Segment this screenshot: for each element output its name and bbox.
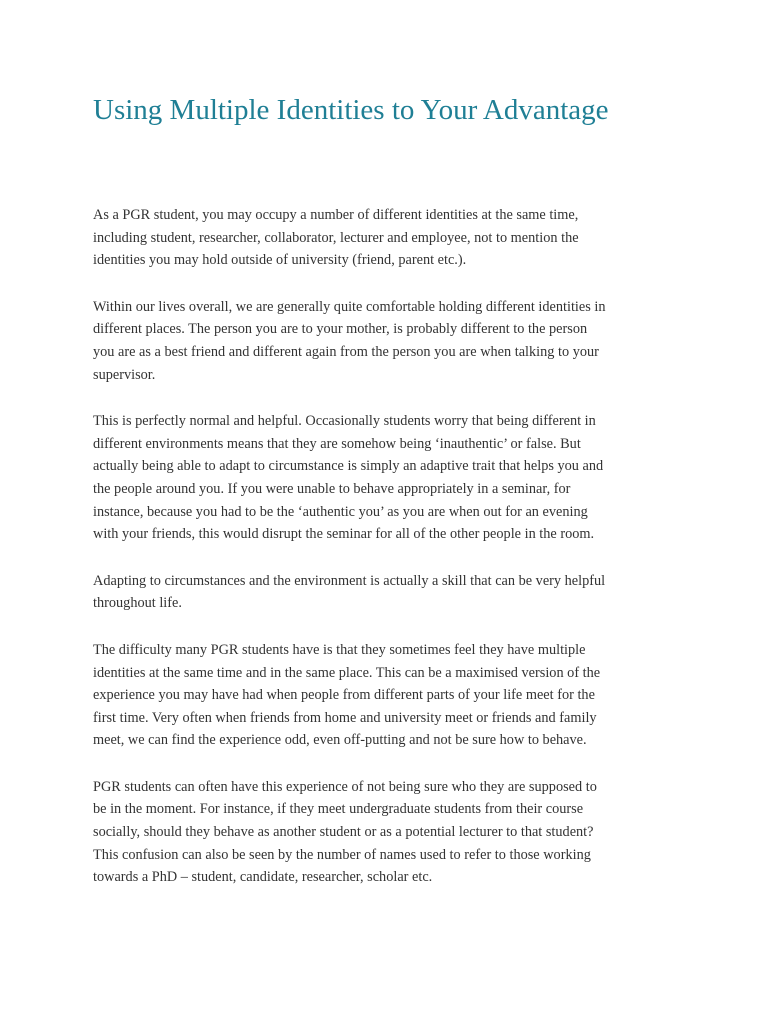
paragraph-line: identities at the same time and in the same place. This can be a maximised version of the <box>93 664 601 681</box>
paragraph-line: Adapting to circumstances and the environment is actually a skill that can be very helpful <box>93 572 606 589</box>
paragraph-line: actually being able to adapt to circumstance is simply an adaptive trait that helps you and <box>93 458 604 475</box>
paragraph-line: first time. Very often when friends from home and university meet or friends and family <box>93 709 597 726</box>
paragraph-3 <box>93 410 683 546</box>
paragraph-line: different places. The person you are to your mother, is probably different to the person <box>93 321 588 338</box>
paragraph-6 <box>93 776 683 889</box>
paragraph-line: towards a PhD – student, candidate, researcher, scholar etc. <box>93 869 433 886</box>
paragraph-line: socially, should they behave as another student or as a potential lecturer to that student? <box>93 824 594 841</box>
paragraph-line: including student, researcher, collaborator, lecturer and employee, not to mention the <box>93 229 579 246</box>
paragraph-4 <box>93 570 683 615</box>
paragraph-line: you are as a best friend and different again from the person you are when talking to your <box>93 343 599 360</box>
paragraph-line: PGR students can often have this experience of not being sure who they are supposed to <box>93 778 597 795</box>
paragraph-line: instance, because you had to be the ‘authentic you’ as you are when out for an evening <box>93 503 588 520</box>
paragraph-line: different environments means that they are somehow being ‘inauthentic’ or false. But <box>93 435 581 452</box>
paragraph-line: with your friends, this would disrupt the seminar for all of the other people in the room. <box>93 526 595 543</box>
paragraph-line: This is perfectly normal and helpful. Occasionally students worry that being different in <box>93 413 596 430</box>
paragraph-line: The difficulty many PGR students have is that they sometimes feel they have multiple <box>93 641 586 658</box>
paragraph-line: This confusion can also be seen by the number of names used to refer to those working <box>93 846 591 863</box>
document-body <box>93 204 683 913</box>
paragraph-line: experience you may have had when people from different parts of your life meet for the <box>93 687 595 704</box>
paragraph-line: As a PGR student, you may occupy a number of different identities at the same time, <box>93 207 579 223</box>
paragraph-line: throughout life. <box>93 595 182 612</box>
paragraph-2 <box>93 296 683 386</box>
paragraph-line: the people around you. If you were unable to behave appropriately in a seminar, for <box>93 480 571 497</box>
paragraph-line: meet, we can find the experience odd, even off-putting and not be sure how to behave. <box>93 732 587 749</box>
paragraph-5 <box>93 639 683 752</box>
paragraph-1 <box>93 204 683 272</box>
document-title: Using Multiple Identities to Your Advantage <box>93 94 609 126</box>
paragraph-line: supervisor. <box>93 366 156 383</box>
paragraph-line: be in the moment. For instance, if they meet undergraduate students from their course <box>93 801 584 818</box>
paragraph-line: Within our lives overall, we are generally quite comfortable holding different identities in <box>93 298 606 315</box>
paragraph-line: identities you may hold outside of university (friend, parent etc.). <box>93 252 467 269</box>
